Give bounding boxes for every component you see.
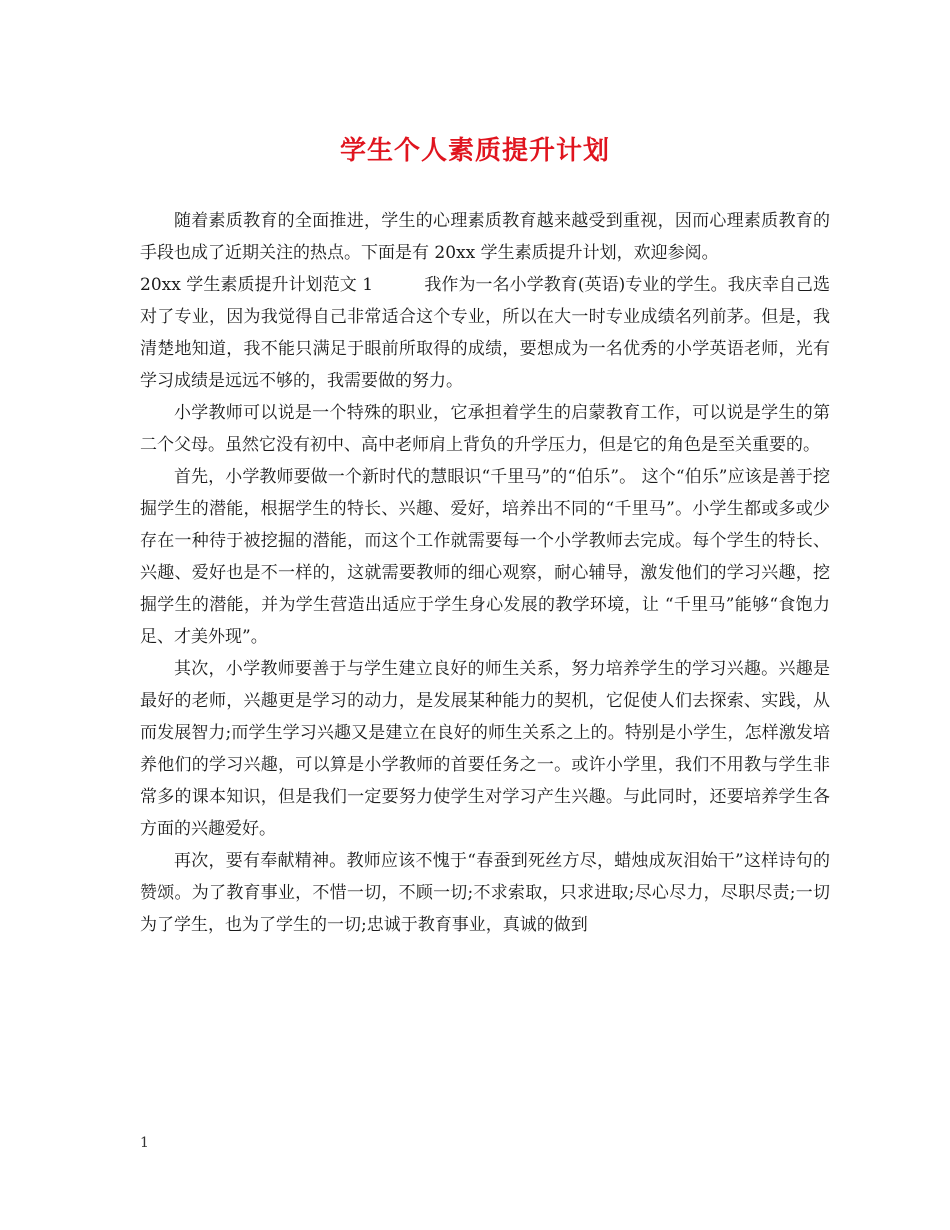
paragraph-sample-1: 20xx 学生素质提升计划范文 1 我作为一名小学教育(英语)专业的学生。我庆幸自己选对了专业，因为我觉得自己非常适合这个专业，所以在大一时专业成绩名列前茅。但是，我清楚地知道，我不能只满足于眼前所取得的成绩，要想成为一名优秀的小学英语老师，光有学习成绩是远远不够的，我需要做的努力。 [140,275,830,391]
paragraph-third: 再次，要有奉献精神。教师应该不愧于“春蚕到死丝方尽，蜡烛成灰泪始干”这样诗句的赞颂。为了教育事业，不惜一切，不顾一切;不求索取，只求进取;尽心尽力，尽职尽责;一切为了学生，也为了学生的一切;忠诚于教育事业，真诚的做到 [140,851,830,935]
paragraph-teacher-role: 小学教师可以说是一个特殊的职业，它承担着学生的启蒙教育工作，可以说是学生的第二个父母。虽然它没有初中、高中老师肩上背负的升学压力，但是它的角色是至关重要的。 [140,403,830,455]
document-title: 学生个人素质提升计划 [339,136,610,166]
document-body [140,205,830,941]
page-number: 1 [140,1135,149,1151]
paragraph-second: 其次，小学教师要善于与学生建立良好的师生关系，努力培养学生的学习兴趣。兴趣是最好的老师，兴趣更是学习的动力，是发展某种能力的契机，它促使人们去探索、实践，从而发展智力;而学生学习兴趣又是建立在良好的师生关系之上的。特别是小学生，怎样激发培养他们的学习兴趣，可以算是小学教师的首要任务之一。或许小学里，我们不用教与学生非常多的课本知识，但是我们一定要努力使学生对学习产生兴趣。与此同时，还要培养学生各方面的兴趣爱好。 [140,659,830,839]
paragraph-first: 首先，小学教师要做一个新时代的慧眼识“千里马”的“伯乐”。 这个“伯乐”应该是善于挖掘学生的潜能，根据学生的特长、兴趣、爱好，培养出不同的“千里马”。小学生都或多或少存在一种待于被挖掘的潜能，而这个工作就需要每一个小学教师去完成。每个学生的特长、兴趣、爱好也是不一样的，这就需要教师的细心观察，耐心辅导，激发他们的学习兴趣，挖掘学生的潜能，并为学生营造出适应于学生身心发展的教学环境，让 “千里马”能够“食饱力足、才美外现”。 [140,467,830,647]
paragraph-intro: 随着素质教育的全面推进，学生的心理素质教育越来越受到重视，因而心理素质教育的手段也成了近期关注的热点。下面是有 20xx 学生素质提升计划，欢迎参阅。 [140,211,830,263]
